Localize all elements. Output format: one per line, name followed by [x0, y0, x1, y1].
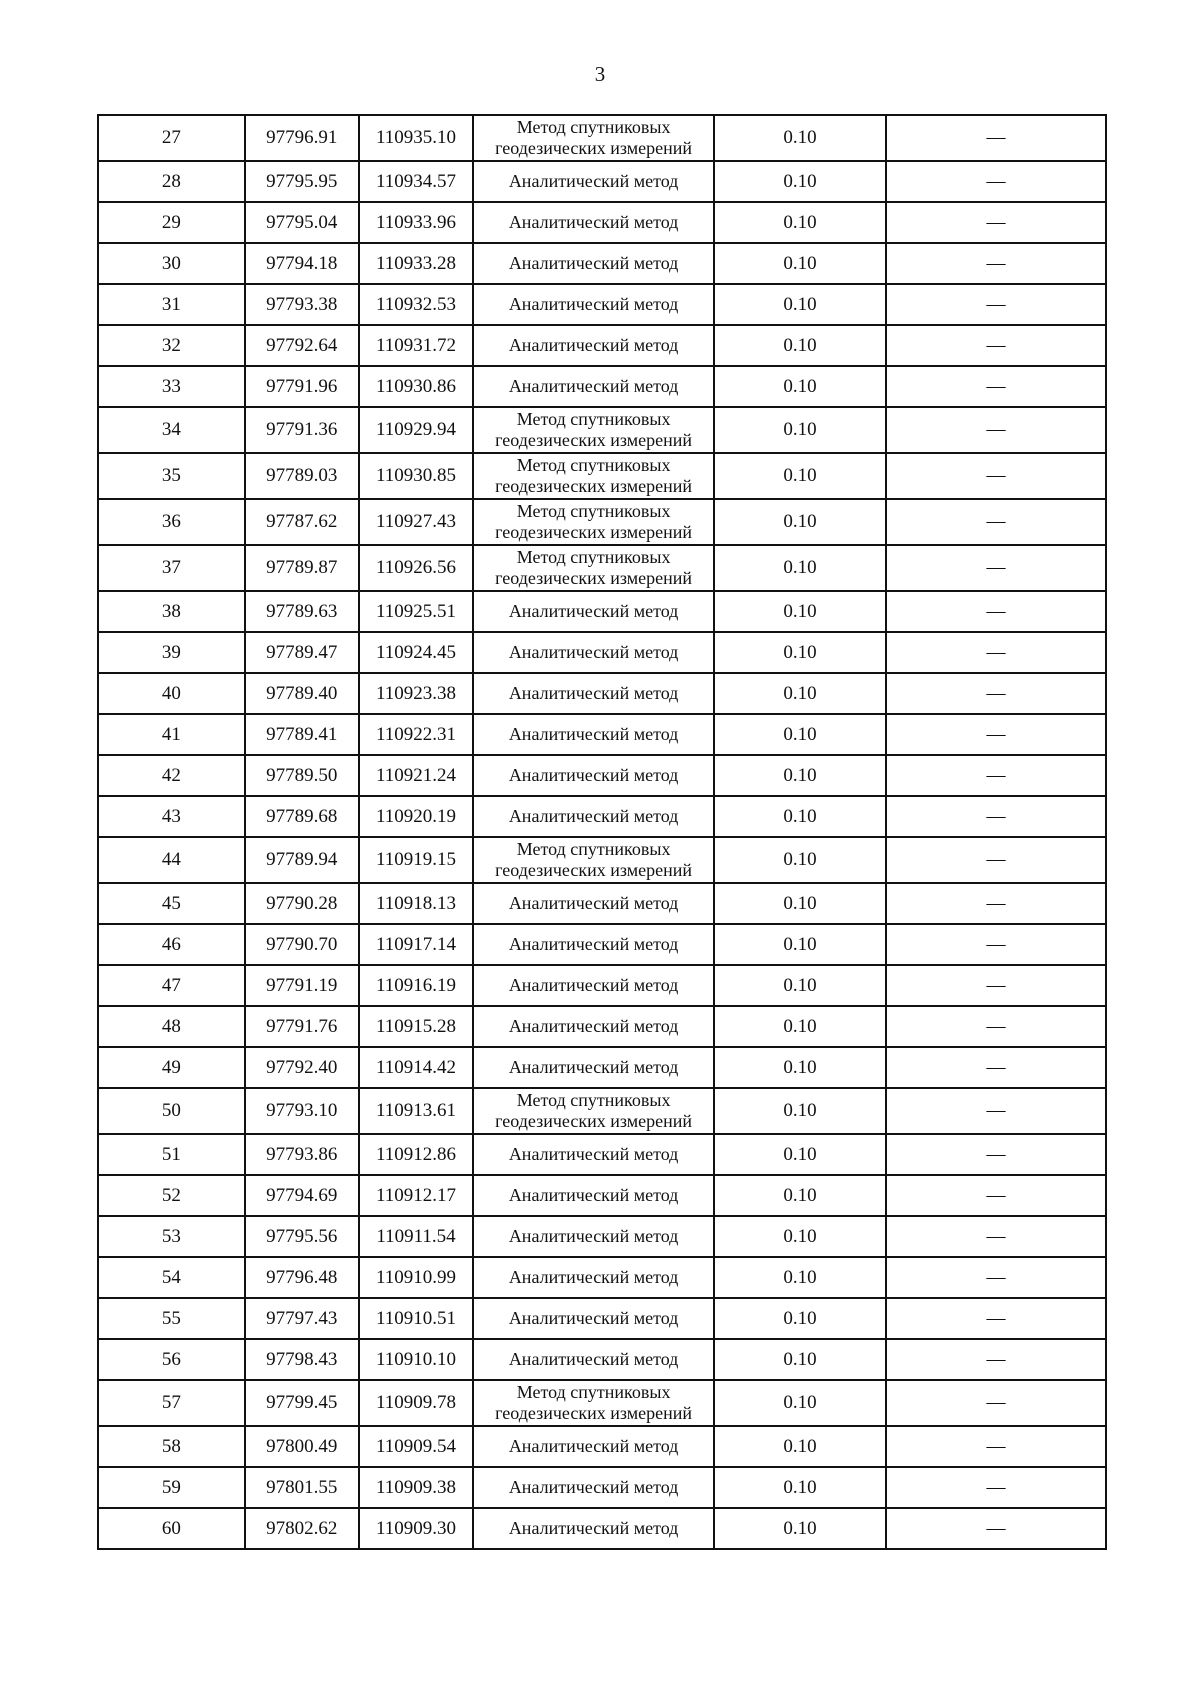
y-coordinate-cell: 110912.86: [359, 1134, 473, 1175]
accuracy-cell: 0.10: [714, 545, 886, 591]
method-cell: Аналитический метод: [473, 632, 714, 673]
y-coordinate-cell: 110917.14: [359, 924, 473, 965]
note-cell: —: [886, 499, 1106, 545]
note-cell: —: [886, 545, 1106, 591]
table-row: [98, 1047, 1106, 1088]
method-cell: Аналитический метод: [473, 1467, 714, 1508]
x-coordinate-cell: 97793.86: [245, 1134, 359, 1175]
method-cell: Аналитический метод: [473, 755, 714, 796]
accuracy-cell: 0.10: [714, 1088, 886, 1134]
x-coordinate-cell: 97789.03: [245, 453, 359, 499]
y-coordinate-cell: 110909.30: [359, 1508, 473, 1549]
table-row: [98, 924, 1106, 965]
point-number-cell: 30: [98, 243, 245, 284]
point-number-cell: 55: [98, 1298, 245, 1339]
y-coordinate-cell: 110922.31: [359, 714, 473, 755]
y-coordinate-cell: 110925.51: [359, 591, 473, 632]
point-number-cell: 46: [98, 924, 245, 965]
y-coordinate-cell: 110921.24: [359, 755, 473, 796]
note-cell: —: [886, 755, 1106, 796]
accuracy-cell: 0.10: [714, 883, 886, 924]
y-coordinate-cell: 110909.38: [359, 1467, 473, 1508]
point-number-cell: 28: [98, 161, 245, 202]
x-coordinate-cell: 97801.55: [245, 1467, 359, 1508]
x-coordinate-cell: 97789.47: [245, 632, 359, 673]
point-number-cell: 34: [98, 407, 245, 453]
x-coordinate-cell: 97791.19: [245, 965, 359, 1006]
accuracy-cell: 0.10: [714, 499, 886, 545]
table-row: [98, 1257, 1106, 1298]
x-coordinate-cell: 97789.68: [245, 796, 359, 837]
y-coordinate-cell: 110932.53: [359, 284, 473, 325]
note-cell: —: [886, 1426, 1106, 1467]
y-coordinate-cell: 110935.10: [359, 115, 473, 161]
note-cell: —: [886, 924, 1106, 965]
note-cell: —: [886, 1339, 1106, 1380]
y-coordinate-cell: 110926.56: [359, 545, 473, 591]
x-coordinate-cell: 97796.48: [245, 1257, 359, 1298]
y-coordinate-cell: 110918.13: [359, 883, 473, 924]
y-coordinate-cell: 110915.28: [359, 1006, 473, 1047]
point-number-cell: 47: [98, 965, 245, 1006]
x-coordinate-cell: 97800.49: [245, 1426, 359, 1467]
table-row: [98, 1006, 1106, 1047]
table-row: [98, 161, 1106, 202]
point-number-cell: 27: [98, 115, 245, 161]
y-coordinate-cell: 110919.15: [359, 837, 473, 883]
x-coordinate-cell: 97789.50: [245, 755, 359, 796]
y-coordinate-cell: 110911.54: [359, 1216, 473, 1257]
accuracy-cell: 0.10: [714, 161, 886, 202]
y-coordinate-cell: 110930.86: [359, 366, 473, 407]
x-coordinate-cell: 97797.43: [245, 1298, 359, 1339]
method-cell: Аналитический метод: [473, 673, 714, 714]
x-coordinate-cell: 97789.87: [245, 545, 359, 591]
y-coordinate-cell: 110914.42: [359, 1047, 473, 1088]
accuracy-cell: 0.10: [714, 755, 886, 796]
note-cell: —: [886, 243, 1106, 284]
y-coordinate-cell: 110924.45: [359, 632, 473, 673]
accuracy-cell: 0.10: [714, 1006, 886, 1047]
y-coordinate-cell: 110934.57: [359, 161, 473, 202]
x-coordinate-cell: 97793.10: [245, 1088, 359, 1134]
method-cell: Аналитический метод: [473, 202, 714, 243]
table-row: [98, 545, 1106, 591]
note-cell: —: [886, 115, 1106, 161]
y-coordinate-cell: 110933.28: [359, 243, 473, 284]
method-cell: Аналитический метод: [473, 1508, 714, 1549]
point-number-cell: 53: [98, 1216, 245, 1257]
table-row: [98, 883, 1106, 924]
accuracy-cell: 0.10: [714, 284, 886, 325]
x-coordinate-cell: 97792.40: [245, 1047, 359, 1088]
x-coordinate-cell: 97802.62: [245, 1508, 359, 1549]
method-cell: Аналитический метод: [473, 1134, 714, 1175]
method-cell: Метод спутниковых геодезических измерений: [473, 453, 714, 499]
table-row: [98, 796, 1106, 837]
method-cell: Аналитический метод: [473, 714, 714, 755]
x-coordinate-cell: 97794.69: [245, 1175, 359, 1216]
note-cell: —: [886, 1047, 1106, 1088]
point-number-cell: 31: [98, 284, 245, 325]
method-cell: Метод спутниковых геодезических измерений: [473, 837, 714, 883]
y-coordinate-cell: 110909.54: [359, 1426, 473, 1467]
point-number-cell: 48: [98, 1006, 245, 1047]
method-cell: Аналитический метод: [473, 161, 714, 202]
point-number-cell: 59: [98, 1467, 245, 1508]
accuracy-cell: 0.10: [714, 366, 886, 407]
method-cell: Аналитический метод: [473, 1006, 714, 1047]
accuracy-cell: 0.10: [714, 1047, 886, 1088]
point-number-cell: 45: [98, 883, 245, 924]
point-number-cell: 42: [98, 755, 245, 796]
method-cell: Аналитический метод: [473, 366, 714, 407]
note-cell: —: [886, 1467, 1106, 1508]
x-coordinate-cell: 97799.45: [245, 1380, 359, 1426]
table-row: [98, 1508, 1106, 1549]
accuracy-cell: 0.10: [714, 243, 886, 284]
note-cell: —: [886, 407, 1106, 453]
table-row: [98, 1426, 1106, 1467]
accuracy-cell: 0.10: [714, 1508, 886, 1549]
accuracy-cell: 0.10: [714, 115, 886, 161]
table-row: [98, 1380, 1106, 1426]
table-row: [98, 755, 1106, 796]
method-cell: Аналитический метод: [473, 965, 714, 1006]
y-coordinate-cell: 110931.72: [359, 325, 473, 366]
note-cell: —: [886, 883, 1106, 924]
note-cell: —: [886, 632, 1106, 673]
x-coordinate-cell: 97798.43: [245, 1339, 359, 1380]
method-cell: Аналитический метод: [473, 591, 714, 632]
note-cell: —: [886, 161, 1106, 202]
method-cell: Аналитический метод: [473, 1339, 714, 1380]
x-coordinate-cell: 97787.62: [245, 499, 359, 545]
x-coordinate-cell: 97792.64: [245, 325, 359, 366]
method-cell: Аналитический метод: [473, 1175, 714, 1216]
x-coordinate-cell: 97790.28: [245, 883, 359, 924]
table-row: [98, 714, 1106, 755]
note-cell: —: [886, 325, 1106, 366]
note-cell: —: [886, 591, 1106, 632]
y-coordinate-cell: 110916.19: [359, 965, 473, 1006]
coordinates-table-body: [98, 115, 1106, 1549]
point-number-cell: 60: [98, 1508, 245, 1549]
point-number-cell: 57: [98, 1380, 245, 1426]
coordinates-table: [97, 114, 1107, 1550]
accuracy-cell: 0.10: [714, 673, 886, 714]
method-cell: Аналитический метод: [473, 883, 714, 924]
accuracy-cell: 0.10: [714, 1426, 886, 1467]
method-cell: Аналитический метод: [473, 1426, 714, 1467]
x-coordinate-cell: 97791.76: [245, 1006, 359, 1047]
x-coordinate-cell: 97794.18: [245, 243, 359, 284]
accuracy-cell: 0.10: [714, 1298, 886, 1339]
x-coordinate-cell: 97793.38: [245, 284, 359, 325]
accuracy-cell: 0.10: [714, 632, 886, 673]
point-number-cell: 37: [98, 545, 245, 591]
note-cell: —: [886, 1298, 1106, 1339]
y-coordinate-cell: 110923.38: [359, 673, 473, 714]
point-number-cell: 49: [98, 1047, 245, 1088]
y-coordinate-cell: 110910.10: [359, 1339, 473, 1380]
point-number-cell: 39: [98, 632, 245, 673]
accuracy-cell: 0.10: [714, 202, 886, 243]
table-row: [98, 1216, 1106, 1257]
table-row: [98, 632, 1106, 673]
x-coordinate-cell: 97795.56: [245, 1216, 359, 1257]
page-number: 3: [594, 62, 606, 86]
note-cell: —: [886, 1134, 1106, 1175]
point-number-cell: 43: [98, 796, 245, 837]
table-row: [98, 1298, 1106, 1339]
accuracy-cell: 0.10: [714, 1467, 886, 1508]
method-cell: Аналитический метод: [473, 284, 714, 325]
table-row: [98, 837, 1106, 883]
y-coordinate-cell: 110927.43: [359, 499, 473, 545]
method-cell: Метод спутниковых геодезических измерений: [473, 407, 714, 453]
table-row: [98, 284, 1106, 325]
point-number-cell: 29: [98, 202, 245, 243]
accuracy-cell: 0.10: [714, 1380, 886, 1426]
table-row: [98, 1134, 1106, 1175]
accuracy-cell: 0.10: [714, 714, 886, 755]
method-cell: Аналитический метод: [473, 796, 714, 837]
note-cell: —: [886, 1257, 1106, 1298]
y-coordinate-cell: 110912.17: [359, 1175, 473, 1216]
table-row: [98, 591, 1106, 632]
accuracy-cell: 0.10: [714, 796, 886, 837]
method-cell: Метод спутниковых геодезических измерений: [473, 115, 714, 161]
x-coordinate-cell: 97789.41: [245, 714, 359, 755]
point-number-cell: 56: [98, 1339, 245, 1380]
accuracy-cell: 0.10: [714, 1134, 886, 1175]
y-coordinate-cell: 110913.61: [359, 1088, 473, 1134]
point-number-cell: 50: [98, 1088, 245, 1134]
accuracy-cell: 0.10: [714, 453, 886, 499]
note-cell: —: [886, 1006, 1106, 1047]
accuracy-cell: 0.10: [714, 407, 886, 453]
method-cell: Аналитический метод: [473, 1298, 714, 1339]
table-row: [98, 1088, 1106, 1134]
accuracy-cell: 0.10: [714, 837, 886, 883]
x-coordinate-cell: 97795.95: [245, 161, 359, 202]
y-coordinate-cell: 110910.99: [359, 1257, 473, 1298]
table-row: [98, 673, 1106, 714]
point-number-cell: 38: [98, 591, 245, 632]
method-cell: Метод спутниковых геодезических измерений: [473, 1380, 714, 1426]
method-cell: Аналитический метод: [473, 325, 714, 366]
table-row: [98, 965, 1106, 1006]
y-coordinate-cell: 110929.94: [359, 407, 473, 453]
table-row: [98, 453, 1106, 499]
point-number-cell: 33: [98, 366, 245, 407]
point-number-cell: 35: [98, 453, 245, 499]
note-cell: —: [886, 202, 1106, 243]
accuracy-cell: 0.10: [714, 591, 886, 632]
note-cell: —: [886, 453, 1106, 499]
note-cell: —: [886, 1216, 1106, 1257]
point-number-cell: 36: [98, 499, 245, 545]
note-cell: —: [886, 1088, 1106, 1134]
x-coordinate-cell: 97791.36: [245, 407, 359, 453]
method-cell: Аналитический метод: [473, 1257, 714, 1298]
method-cell: Аналитический метод: [473, 1047, 714, 1088]
y-coordinate-cell: 110933.96: [359, 202, 473, 243]
method-cell: Метод спутниковых геодезических измерений: [473, 545, 714, 591]
note-cell: —: [886, 284, 1106, 325]
table-row: [98, 499, 1106, 545]
table-row: [98, 1175, 1106, 1216]
note-cell: —: [886, 673, 1106, 714]
note-cell: —: [886, 837, 1106, 883]
accuracy-cell: 0.10: [714, 1175, 886, 1216]
y-coordinate-cell: 110910.51: [359, 1298, 473, 1339]
table-row: [98, 366, 1106, 407]
note-cell: —: [886, 1380, 1106, 1426]
method-cell: Метод спутниковых геодезических измерений: [473, 499, 714, 545]
point-number-cell: 52: [98, 1175, 245, 1216]
accuracy-cell: 0.10: [714, 1339, 886, 1380]
table-row: [98, 1467, 1106, 1508]
point-number-cell: 58: [98, 1426, 245, 1467]
accuracy-cell: 0.10: [714, 1216, 886, 1257]
note-cell: —: [886, 366, 1106, 407]
y-coordinate-cell: 110930.85: [359, 453, 473, 499]
note-cell: —: [886, 1508, 1106, 1549]
method-cell: Аналитический метод: [473, 924, 714, 965]
table-row: [98, 407, 1106, 453]
y-coordinate-cell: 110909.78: [359, 1380, 473, 1426]
x-coordinate-cell: 97790.70: [245, 924, 359, 965]
table-row: [98, 243, 1106, 284]
x-coordinate-cell: 97789.63: [245, 591, 359, 632]
note-cell: —: [886, 1175, 1106, 1216]
x-coordinate-cell: 97791.96: [245, 366, 359, 407]
x-coordinate-cell: 97789.40: [245, 673, 359, 714]
x-coordinate-cell: 97796.91: [245, 115, 359, 161]
accuracy-cell: 0.10: [714, 325, 886, 366]
table-row: [98, 1339, 1106, 1380]
method-cell: Метод спутниковых геодезических измерений: [473, 1088, 714, 1134]
table-row: [98, 115, 1106, 161]
accuracy-cell: 0.10: [714, 965, 886, 1006]
x-coordinate-cell: 97795.04: [245, 202, 359, 243]
accuracy-cell: 0.10: [714, 1257, 886, 1298]
point-number-cell: 41: [98, 714, 245, 755]
method-cell: Аналитический метод: [473, 243, 714, 284]
point-number-cell: 51: [98, 1134, 245, 1175]
note-cell: —: [886, 714, 1106, 755]
note-cell: —: [886, 796, 1106, 837]
point-number-cell: 44: [98, 837, 245, 883]
point-number-cell: 40: [98, 673, 245, 714]
accuracy-cell: 0.10: [714, 924, 886, 965]
method-cell: Аналитический метод: [473, 1216, 714, 1257]
table-row: [98, 325, 1106, 366]
point-number-cell: 54: [98, 1257, 245, 1298]
point-number-cell: 32: [98, 325, 245, 366]
note-cell: —: [886, 965, 1106, 1006]
x-coordinate-cell: 97789.94: [245, 837, 359, 883]
table-row: [98, 202, 1106, 243]
y-coordinate-cell: 110920.19: [359, 796, 473, 837]
